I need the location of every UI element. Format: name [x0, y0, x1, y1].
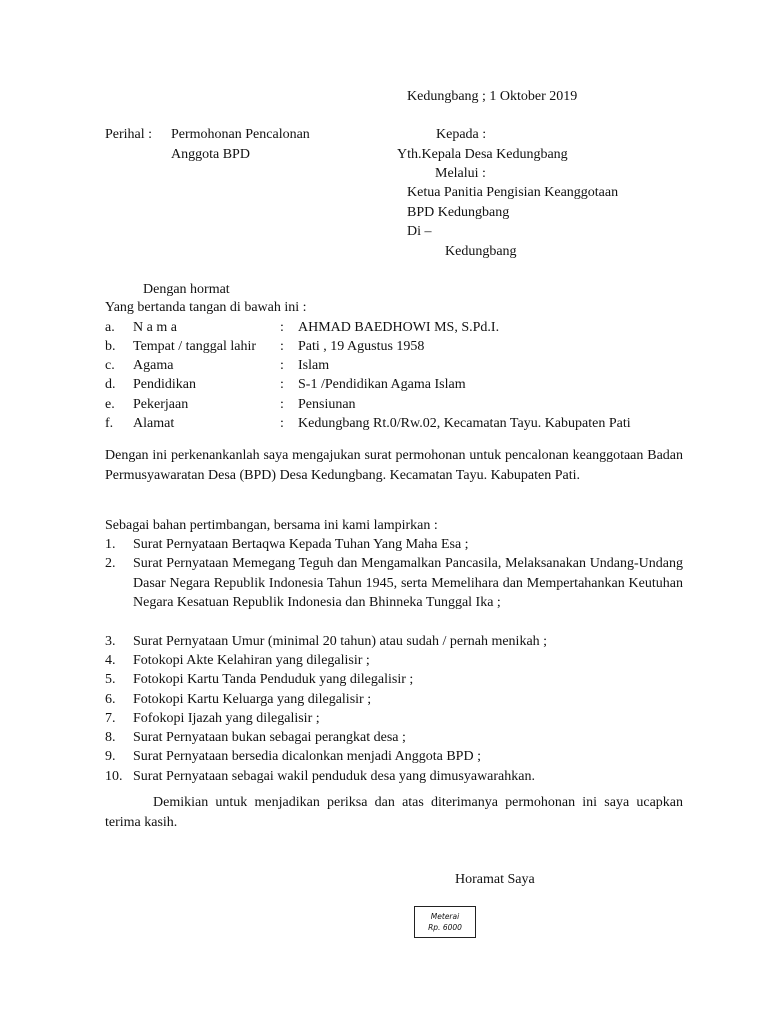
identity-letter: e. — [105, 397, 115, 412]
list-text: Fotokopi Akte Kelahiran yang dilegalisir ; — [133, 653, 370, 668]
identity-letter: a. — [105, 320, 115, 335]
identity-letter: c. — [105, 358, 115, 373]
list-text: Fotokopi Kartu Keluarga yang dilegalisir ; — [133, 692, 372, 707]
identity-value: Pati , 19 Agustus 1958 — [298, 339, 425, 354]
identity-row — [105, 337, 685, 356]
identity-label: Agama — [133, 358, 174, 373]
place-date: Kedungbang ; 1 Oktober 2019 — [407, 89, 578, 104]
list-number: 7. — [105, 711, 116, 726]
list-number: 5. — [105, 672, 116, 687]
list-text: Surat Pernyataan Memegang Teguh dan Mengamalkan Pancasila, Melaksanakan Undang-Undang Dasar Negara Republik Indonesia Tahun 1945, serta Memelihara dan Mempertahankan Keutuhan Negara Kesatuan Republik Indonesia dan Bhinneka Tunggal Ika ; — [133, 556, 683, 610]
identity-letter: d. — [105, 377, 116, 392]
list-text: Surat Pernyataan bersedia dicalonkan menjadi Anggota BPD ; — [133, 749, 481, 764]
list-text: Fofokopi Ijazah yang dilegalisir ; — [133, 711, 320, 726]
list-number: 10. — [105, 769, 123, 784]
recipient-kepada: Kepada : — [436, 127, 487, 142]
list-text: Fotokopi Kartu Tanda Penduduk yang dilegalisir ; — [133, 672, 414, 687]
identity-row — [105, 414, 685, 433]
meterai-stamp — [414, 906, 476, 938]
identity-separator: : — [280, 358, 284, 373]
identity-letter: f. — [105, 416, 114, 431]
identity-separator: : — [280, 397, 284, 412]
identity-separator: : — [280, 377, 284, 392]
identity-separator: : — [280, 416, 284, 431]
identity-separator: : — [280, 320, 284, 335]
identity-value: S-1 /Pendidikan Agama Islam — [298, 377, 466, 392]
recipient-line-4: Kedungbang — [445, 244, 517, 259]
list-text: Surat Pernyataan Umur (minimal 20 tahun) atau sudah / pernah menikah ; — [133, 634, 548, 649]
list-number: 6. — [105, 692, 116, 707]
closing-paragraph: Demikian untuk menjadikan periksa dan atas diterimanya permohonan ini saya ucapkan terima kasih. — [105, 795, 683, 830]
perihal-label: Perihal : — [105, 127, 153, 142]
recipient-line-3: BPD Kedungbang — [407, 205, 510, 220]
recipient-di: Di – — [407, 224, 432, 239]
list-number: 4. — [105, 653, 116, 668]
list-number: 8. — [105, 730, 116, 745]
list-text: Surat Pernyataan bukan sebagai perangkat desa ; — [133, 730, 406, 745]
signoff: Horamat Saya — [455, 872, 535, 887]
identity-label: Alamat — [133, 416, 175, 431]
identity-label: Tempat / tanggal lahir — [133, 339, 257, 354]
attachments-intro: Sebagai bahan pertimbangan, bersama ini kami lampirkan : — [105, 518, 438, 533]
stamp-line-2: Rp. 6000 — [428, 923, 462, 932]
identity-row — [105, 395, 685, 414]
identity-row — [105, 356, 685, 375]
identity-separator: : — [280, 339, 284, 354]
list-number: 3. — [105, 634, 116, 649]
intro-line: Yang bertanda tangan di bawah ini : — [105, 300, 307, 315]
identity-label: Pendidikan — [133, 377, 196, 392]
list-text: Surat Pernyataan sebagai wakil penduduk desa yang dimusyawarahkan. — [133, 769, 535, 784]
identity-label: Pekerjaan — [133, 397, 189, 412]
identity-value: AHMAD BAEDHOWI MS, S.Pd.I. — [298, 320, 500, 335]
recipient-line-2: Ketua Panitia Pengisian Keanggotaan — [407, 185, 619, 200]
list-number: 1. — [105, 537, 116, 552]
list-number: 9. — [105, 749, 116, 764]
identity-value: Pensiunan — [298, 397, 356, 412]
greeting: Dengan hormat — [143, 282, 230, 297]
identity-row — [105, 375, 685, 394]
identity-letter: b. — [105, 339, 116, 354]
recipient-line-1: Yth.Kepala Desa Kedungbang — [397, 147, 568, 162]
body-paragraph: Dengan ini perkenankanlah saya mengajukan surat permohonan untuk pencalonan keanggotaan Badan Permusyawaratan Desa (BPD) Desa Kedungbang. Kecamatan Tayu. Kabupaten Pati. — [105, 448, 683, 483]
identity-value: Islam — [298, 358, 330, 373]
perihal-line-1: Permohonan Pencalonan — [171, 127, 310, 142]
list-number: 2. — [105, 556, 116, 571]
identity-row — [105, 318, 685, 337]
recipient-melalui: Melalui : — [435, 166, 486, 181]
identity-value: Kedungbang Rt.0/Rw.02, Kecamatan Tayu. Kabupaten Pati — [298, 416, 631, 431]
list-text: Surat Pernyataan Bertaqwa Kepada Tuhan Yang Maha Esa ; — [133, 537, 469, 552]
perihal-line-2: Anggota BPD — [171, 147, 250, 162]
stamp-line-1: Meterai — [430, 912, 460, 921]
identity-label: N a m a — [133, 320, 177, 335]
